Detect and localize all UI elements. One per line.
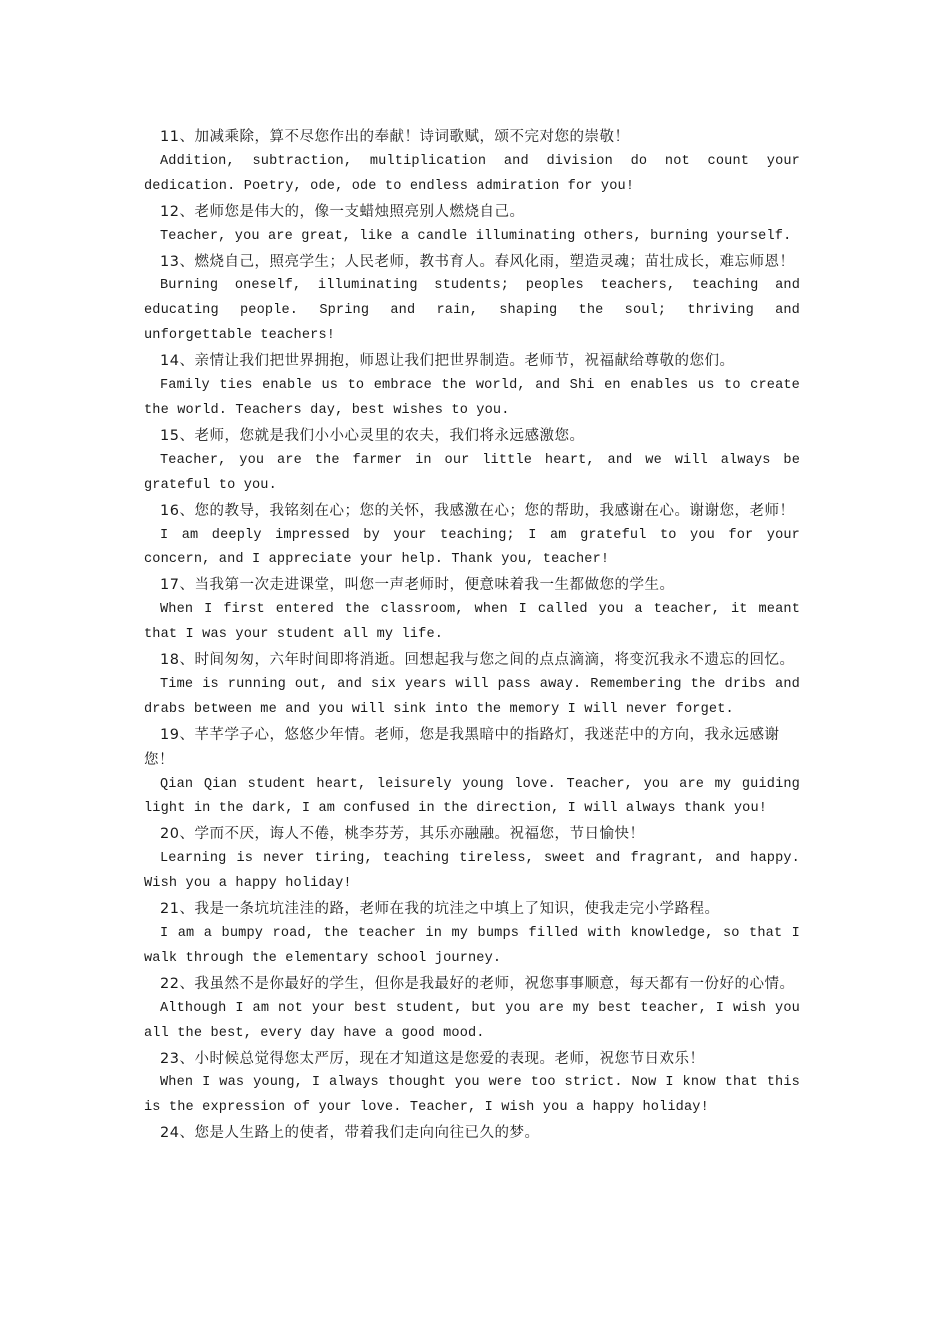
paragraph-zh-11: 11、加减乘除，算不尽您作出的奉献！诗词歌赋，颂不完对您的崇敬！ [160,129,630,145]
paragraph-zh-13: 13、燃烧自己，照亮学生；人民老师，教书育人。春风化雨，塑造灵魂；苗壮成长，难忘师恩！ [160,253,795,270]
paragraph-zh-17: 17、当我第一次走进课堂，叫您一声老师时，便意味着我一生都做您的学生。 [160,577,675,594]
paragraph-zh-12: 12、老师您是伟大的，像一支蜡烛照亮别人燃烧自己。 [160,203,525,220]
paragraph-en-22: Although I am not your best student, but you are my best teacher, I wish you all the best, every day have a good mood. [144,1000,800,1041]
document-body [144,125,800,1146]
paragraph-zh-22: 22、我虽然不是你最好的学生，但你是我最好的老师，祝您事事顺意，每天都有一份好的心情。 [160,975,795,992]
paragraph-en-21: I am a bumpy road, the teacher in my bumps filled with knowledge, so that I walk through the elementary school journey. [144,926,800,966]
paragraph-zh-14: 14、亲情让我们把世界拥抱，师恩让我们把世界制造。老师节，祝福献给尊敬的您们。 [160,353,735,370]
paragraph-en-17: When I first entered the classroom, when I called you a teacher, it meant that I was your student all my life. [144,602,800,643]
paragraph-zh-16: 16、您的教导，我铭刻在心；您的关怀，我感激在心；您的帮助，我感谢在心。谢谢您，老师！ [160,502,795,519]
paragraph-zh-15: 15、老师，您就是我们小小心灵里的农夫，我们将永远感激您。 [160,427,585,444]
paragraph-en-16: I am deeply impressed by your teaching; I am grateful to you for your concern, and I appreciate your help. Thank you, teacher! [144,527,800,568]
paragraph-zh-19: 19、芊芊学子心，悠悠少年情。老师，您是我黑暗中的指路灯，我迷茫中的方向，我永远感谢您！ [144,726,780,768]
paragraph-zh-23: 23、小时候总觉得您太严厉，现在才知道这是您爱的表现。老师，祝您节日欢乐！ [160,1050,705,1067]
paragraph-en-19: Qian Qian student heart, leisurely young love. Teacher, you are my guiding light in the dark, I am confused in the direction, I will always thank you! [144,776,800,817]
paragraph-en-20: Learning is never tiring, teaching tireless, sweet and fragrant, and happy. Wish you a happy holiday! [144,851,800,892]
paragraph-zh-21: 21、我是一条坑坑洼洼的路，老师在我的坑洼之中填上了知识，使我走完小学路程。 [160,901,720,918]
paragraph-zh-20: 20、学而不厌，诲人不倦，桃李芬芳，其乐亦融融。祝福您，节日愉快！ [160,826,645,843]
paragraph-en-18: Time is running out, and six years will pass away. Remembering the dribs and drabs between me and you will sink into the memory I will never forget. [144,676,800,717]
paragraph-en-13: Burning oneself, illuminating students; peoples teachers, teaching and educating people. Spring and rain, shaping the soul; thriving and unforgettable teachers! [144,278,800,344]
paragraph-en-23: When I was young, I always thought you were too strict. Now I know that this is the expression of your love. Teacher, I wish you a happy holiday! [144,1075,800,1116]
paragraph-en-14: Family ties enable us to embrace the world, and Shi en enables us to create the world. Teachers day, best wishes to you. [144,378,800,418]
paragraph-en-12: Teacher, you are great, like a candle illuminating others, burning yourself. [160,228,792,244]
paragraph-zh-24: 24、您是人生路上的使者，带着我们走向向往已久的梦。 [160,1125,540,1142]
paragraph-zh-18: 18、时间匆匆，六年时间即将消逝。回想起我与您之间的点点滴滴，将变沉我永不遗忘的回忆。 [160,652,795,669]
paragraph-en-11: Addition, subtraction, multiplication and division do not count your dedication. Poetry, ode, ode to endless admiration for you! [144,153,800,194]
paragraph-en-15: Teacher, you are the farmer in our little heart, and we will always be grateful to you. [144,452,800,493]
